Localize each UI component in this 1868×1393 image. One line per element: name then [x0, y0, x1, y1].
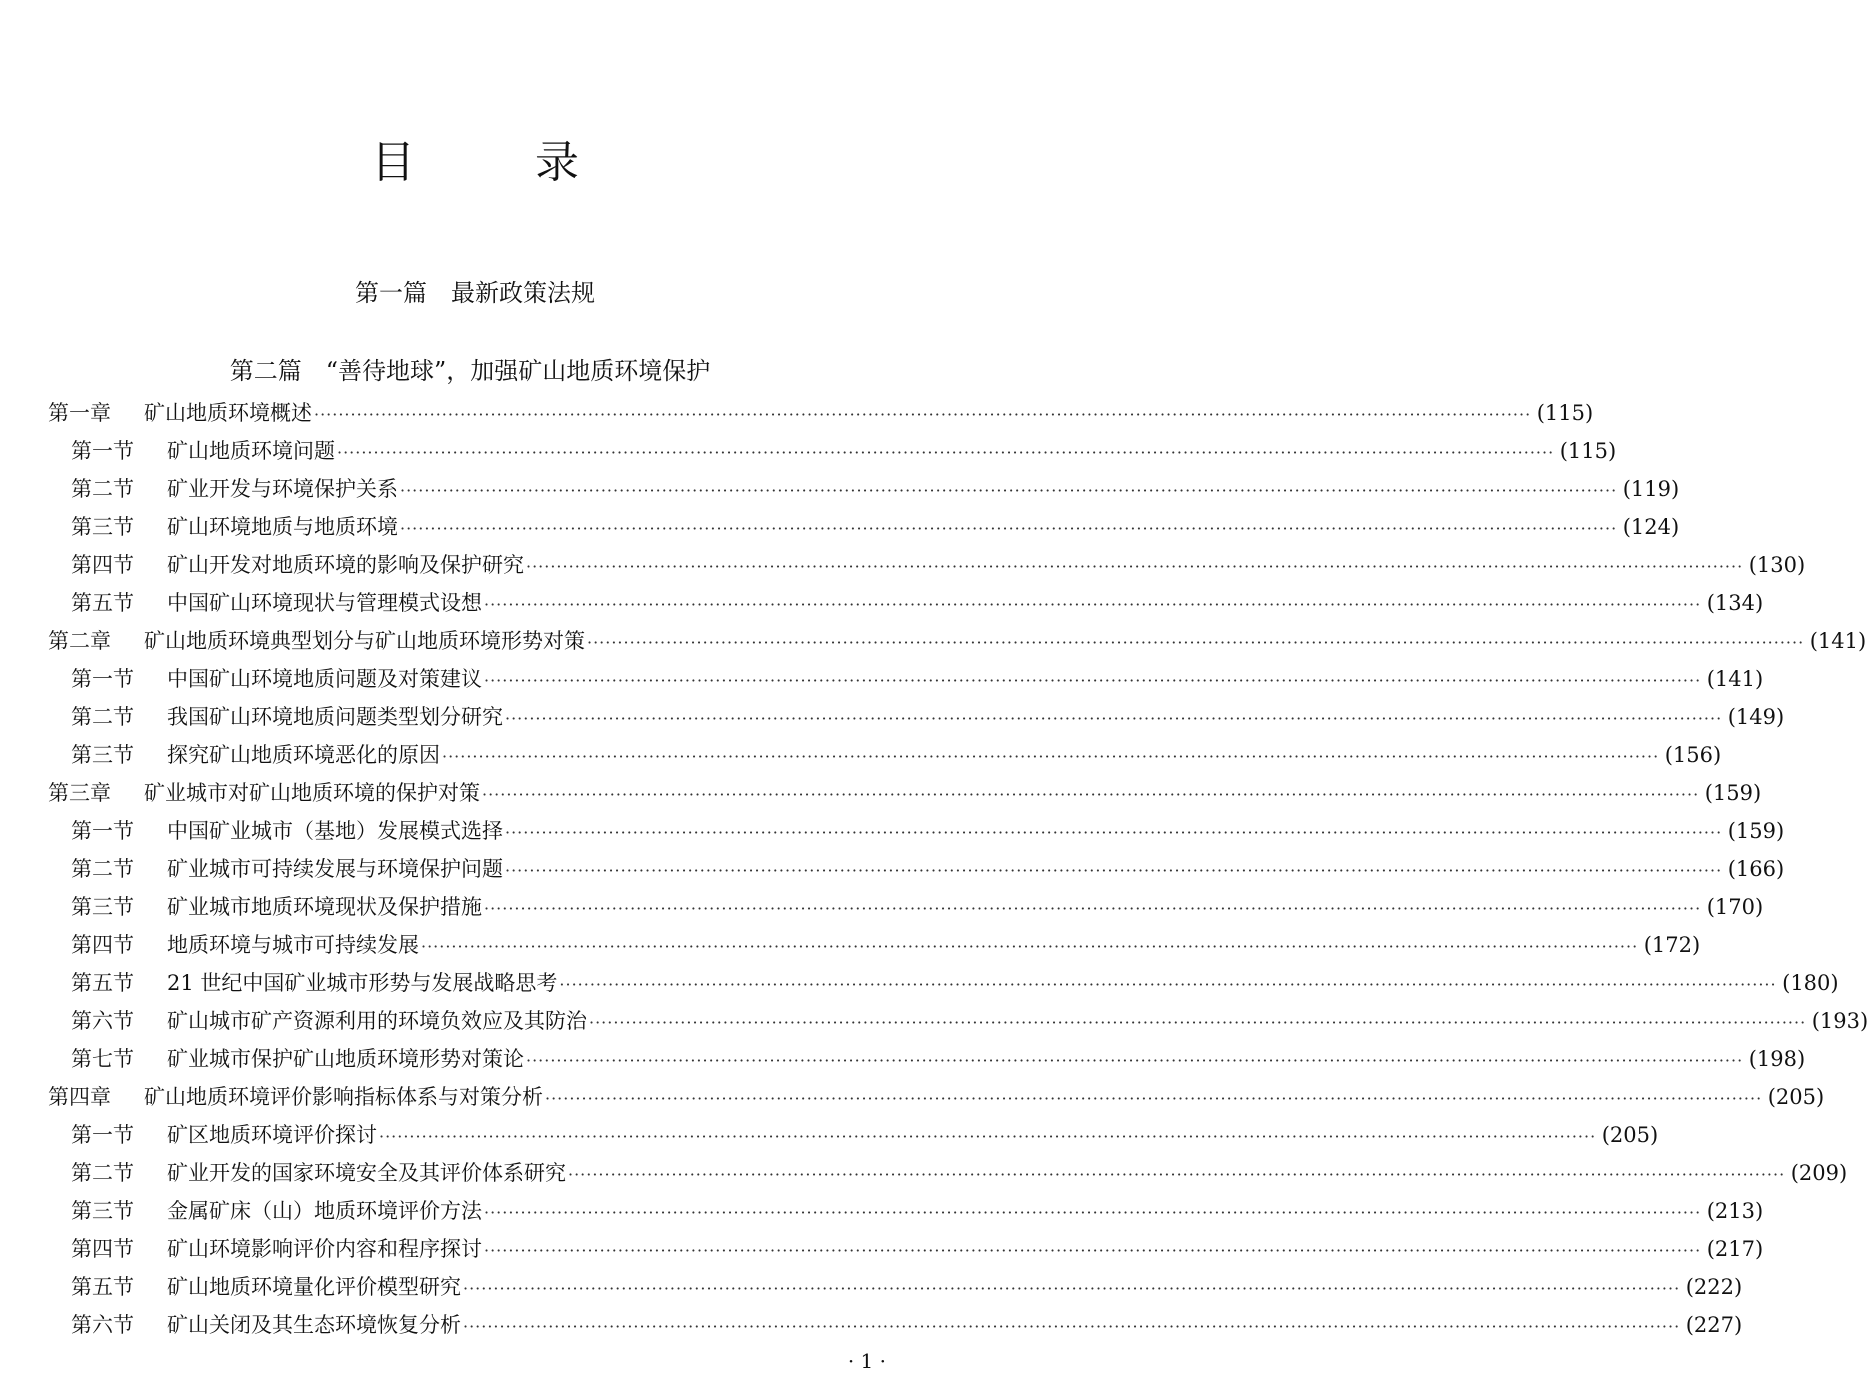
dot-leader: ········································································································································································································: [484, 1203, 1702, 1222]
toc-entry-label: 第二节: [71, 705, 134, 729]
toc-entry-page: (166): [1727, 857, 1785, 881]
part-one-label: 第一篇: [355, 279, 427, 307]
toc-entry-page: (170): [1706, 895, 1764, 919]
toc-entry-title: 矿山地质环境典型划分与矿山地质环境形势对策: [144, 629, 585, 653]
dot-leader: ········································································································································································································: [484, 899, 1702, 918]
toc-entry-title: 矿山环境影响评价内容和程序探讨: [167, 1237, 482, 1261]
toc-entry-label: 第一节: [71, 667, 134, 691]
toc-entry-page: (217): [1706, 1237, 1764, 1261]
toc-entry-label: 第六节: [71, 1313, 134, 1337]
dot-leader: ········································································································································································································: [482, 785, 1700, 804]
toc-entry-page: (141): [1809, 629, 1867, 653]
toc-entry-label: 第五节: [71, 1275, 134, 1299]
toc-entry-title: 矿业城市保护矿山地质环境形势对策论: [167, 1047, 524, 1071]
toc-entry-title: 矿山开发对地质环境的影响及保护研究: [167, 553, 524, 577]
toc-entry-label: 第六节: [71, 1009, 134, 1033]
toc-entry-label: 第三节: [71, 743, 134, 767]
dot-leader: ········································································································································································································: [568, 1165, 1786, 1184]
page-number: · 1 ·: [847, 1349, 886, 1373]
toc-section-entry[interactable]: [48, 850, 1785, 888]
toc-entry-label: 第二节: [71, 477, 134, 501]
toc-entry-page: (119): [1622, 477, 1680, 501]
toc-entry-label: 第三节: [71, 895, 134, 919]
toc-entry-label: 第五节: [71, 971, 134, 995]
toc-section-entry[interactable]: [48, 698, 1785, 736]
toc-entry-label: 第七节: [71, 1047, 134, 1071]
toc-entry-page: (159): [1704, 781, 1762, 805]
toc-entry-title: 矿业城市可持续发展与环境保护问题: [167, 857, 503, 881]
toc-entry-page: (130): [1748, 553, 1806, 577]
toc-section-entry[interactable]: [48, 888, 1764, 926]
toc-entry-label: 第一章: [48, 401, 111, 425]
toc-entry-page: (198): [1748, 1047, 1806, 1071]
toc-entry-title: 矿山关闭及其生态环境恢复分析: [167, 1313, 461, 1337]
dot-leader: ········································································································································································································: [587, 633, 1805, 652]
toc-entry-label: 第五节: [71, 591, 134, 615]
toc-entry-page: (227): [1685, 1313, 1743, 1337]
toc-section-entry[interactable]: [48, 1116, 1659, 1154]
dot-leader: ········································································································································································································: [484, 1241, 1702, 1260]
part-one-title: 最新政策法规: [451, 279, 595, 307]
part-two-label: 第二篇: [229, 357, 302, 385]
dot-leader: ········································································································································································································: [484, 595, 1702, 614]
toc-entry-page: (222): [1685, 1275, 1743, 1299]
toc-entry-page: (134): [1706, 591, 1764, 615]
toc-section-entry[interactable]: [48, 1040, 1806, 1078]
toc-entry-label: 第四节: [71, 1237, 134, 1261]
toc-entry-label: 第四章: [48, 1085, 111, 1109]
toc-entry-label: 第二章: [48, 629, 111, 653]
toc-entry-title: 矿山地质环境概述: [144, 401, 312, 425]
toc-section-entry[interactable]: [48, 470, 1680, 508]
toc-entry-label: 第一节: [71, 1123, 134, 1147]
toc-section-entry[interactable]: [48, 736, 1722, 774]
toc-entry-page: (159): [1727, 819, 1785, 843]
toc-chapter-entry[interactable]: [48, 622, 1867, 660]
toc-section-entry[interactable]: [48, 508, 1680, 546]
toc-section-entry[interactable]: [48, 1306, 1743, 1344]
part-two-heading: [0, 355, 945, 387]
toc-entry-title: 矿业开发的国家环境安全及其评价体系研究: [167, 1161, 566, 1185]
toc-entry-page: (172): [1643, 933, 1701, 957]
toc-entry-page: (115): [1536, 401, 1594, 425]
toc-section-entry[interactable]: [48, 1268, 1743, 1306]
toc-chapter-entry[interactable]: [48, 394, 1594, 432]
toc-entry-title: 金属矿床（山）地质环境评价方法: [167, 1199, 482, 1223]
toc-entry-label: 第二节: [71, 857, 134, 881]
toc-entry-label: 第三节: [71, 1199, 134, 1223]
dot-leader: ········································································································································································································: [559, 975, 1777, 994]
toc-section-entry[interactable]: [48, 1154, 1848, 1192]
page-title-left: 目: [371, 137, 415, 188]
toc-section-entry[interactable]: [48, 1002, 1868, 1040]
toc-entry-label: 第四节: [71, 553, 134, 577]
toc-section-entry[interactable]: [48, 964, 1839, 1002]
toc-section-entry[interactable]: [48, 926, 1701, 964]
toc-entry-title: 矿山地质环境评价影响指标体系与对策分析: [144, 1085, 543, 1109]
toc-section-entry[interactable]: [48, 660, 1764, 698]
dot-leader: ········································································································································································································: [463, 1317, 1681, 1336]
toc-entry-title: 矿业城市地质环境现状及保护措施: [167, 895, 482, 919]
dot-leader: ········································································································································································································: [545, 1089, 1763, 1108]
toc-chapter-entry[interactable]: [48, 1078, 1825, 1116]
dot-leader: ········································································································································································································: [379, 1127, 1597, 1146]
dot-leader: ········································································································································································································: [484, 671, 1702, 690]
toc-entry-page: (205): [1601, 1123, 1659, 1147]
dot-leader: ········································································································································································································: [526, 557, 1744, 576]
toc-section-entry[interactable]: [48, 1230, 1764, 1268]
toc-entry-title: 中国矿业城市（基地）发展模式选择: [167, 819, 503, 843]
toc-entry-title: 21 世纪中国矿业城市形势与发展战略思考: [167, 971, 558, 995]
toc-entry-page: (141): [1706, 667, 1764, 691]
page-title-right: 录: [535, 137, 579, 188]
toc-entry-title: 我国矿山环境地质问题类型划分研究: [167, 705, 503, 729]
toc-entry-page: (205): [1767, 1085, 1825, 1109]
toc-entry-title: 矿山城市矿产资源利用的环境负效应及其防治: [167, 1009, 587, 1033]
toc-entry-page: (180): [1782, 971, 1839, 995]
toc-section-entry[interactable]: [48, 584, 1764, 622]
dot-leader: ········································································································································································································: [442, 747, 1660, 766]
toc-section-entry[interactable]: [48, 546, 1806, 584]
toc-entry-title: 矿山地质环境问题: [167, 439, 335, 463]
toc-entry-label: 第四节: [71, 933, 134, 957]
toc-entry-page: (209): [1790, 1161, 1848, 1185]
dot-leader: ········································································································································································································: [421, 937, 1639, 956]
toc-entry-page: (213): [1706, 1199, 1764, 1223]
dot-leader: ········································································································································································································: [314, 405, 1532, 424]
dot-leader: ········································································································································································································: [505, 823, 1723, 842]
table-of-contents: [48, 394, 1868, 1344]
toc-entry-page: (124): [1622, 515, 1680, 539]
dot-leader: ········································································································································································································: [463, 1279, 1681, 1298]
toc-entry-label: 第二节: [71, 1161, 134, 1185]
toc-entry-page: (193): [1811, 1009, 1868, 1033]
toc-section-entry[interactable]: [48, 1192, 1764, 1230]
toc-entry-label: 第三章: [48, 781, 111, 805]
part-two-title: “善待地球”，加强矿山地质环境保护: [325, 357, 711, 385]
toc-entry-label: 第一节: [71, 819, 134, 843]
dot-leader: ········································································································································································································: [337, 443, 1555, 462]
toc-section-entry[interactable]: [48, 432, 1617, 470]
toc-entry-title: 中国矿山环境地质问题及对策建议: [167, 667, 482, 691]
dot-leader: ········································································································································································································: [526, 1051, 1744, 1070]
toc-entry-title: 地质环境与城市可持续发展: [167, 933, 419, 957]
toc-entry-title: 矿业城市对矿山地质环境的保护对策: [144, 781, 480, 805]
toc-entry-label: 第三节: [71, 515, 134, 539]
toc-entry-title: 矿山地质环境量化评价模型研究: [167, 1275, 461, 1299]
dot-leader: ········································································································································································································: [505, 709, 1723, 728]
dot-leader: ········································································································································································································: [589, 1013, 1807, 1032]
toc-entry-title: 矿山环境地质与地质环境: [167, 515, 398, 539]
toc-entry-title: 探究矿山地质环境恶化的原因: [167, 743, 440, 767]
dot-leader: ········································································································································································································: [505, 861, 1723, 880]
toc-entry-page: (156): [1664, 743, 1722, 767]
toc-entry-label: 第一节: [71, 439, 134, 463]
toc-entry-title: 矿业开发与环境保护关系: [167, 477, 398, 501]
toc-section-entry[interactable]: [48, 812, 1785, 850]
toc-chapter-entry[interactable]: [48, 774, 1762, 812]
toc-entry-title: 中国矿山环境现状与管理模式设想: [167, 591, 482, 615]
toc-entry-page: (115): [1559, 439, 1617, 463]
dot-leader: ········································································································································································································: [400, 519, 1618, 538]
page-title: [0, 133, 950, 193]
dot-leader: ········································································································································································································: [400, 481, 1618, 500]
toc-entry-page: (149): [1727, 705, 1785, 729]
part-one-heading: [0, 277, 950, 309]
toc-entry-title: 矿区地质环境评价探讨: [167, 1123, 377, 1147]
